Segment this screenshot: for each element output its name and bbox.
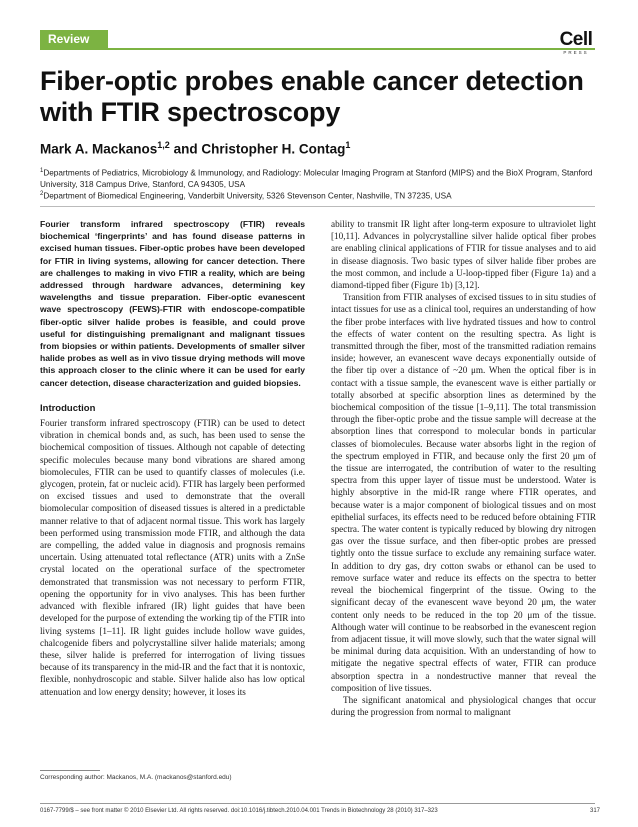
author-name: Mark A. Mackanos: [40, 141, 158, 157]
left-column: [40, 218, 305, 698]
divider: [40, 206, 595, 207]
affiliation-sup: 1: [40, 168, 44, 174]
footer-rule: [40, 803, 595, 804]
corresponding-author-note: Corresponding author: Mackanos, M.A. (mackanos@stanford.edu): [40, 774, 232, 781]
journal-logo-name: Cell: [559, 29, 593, 50]
author-line: [40, 140, 350, 157]
body-paragraph: Transition from FTIR analyses of excised tissues to in situ studies of intact tissues for use as a clinical tool, requires an understanding of how the fiber probe interfaces with live hydrated tissues and how to control the effects of water content on the resulting spectra. As light is transmitted through the fiber, most of the transmitted radiation remains inside; however, an evanescent wave decays exponentially outside of the fiber tip over a distance of ~20 μm. When the optical fiber is in contact with a tissue sample, the evanescent wave is either partially or totally absorbed at specific absorption lines as determined by the biochemical composition of the tissue [1–9,11]. The total transmission through the fiber-optic probe and the tissue sample will decrease at the absorption lines that correspond to molecular bonds in particular classes of biomolecules. Because water absorbs light in the region of the spectrum employed in FTIR, and because only the first 20 μm of the tissue are interrogated, the contribution of water to the resulting spectra from this upper layer of tissue must be understood. Water is highly absorptive in the mid-IR range where FTIR operates, and because water is a major component of biological tissues and on most epithelial surfaces, its effects need to be reduced before obtaining FTIR spectra. The water content is typically reduced by blowing dry nitrogen gas over the tissue surface, and then fiber-optic probes are pressed tightly onto the tissue surface to exclude any remaining surface water. In addition to dry gas, dry cotton swabs or ethanol can be used to remove surface water and reduce its effects on the spectra to better reveal the biochemical fingerprint of the tissue. Owing to the significant decay of the evanescent wave beyond 20 μm, the water content only needs to be reduced in the top 20 μm of the tissue. Although water will continue to be reabsorbed in the evanescent region from adjacent tissue, it will move slowly, such that the water signal will be minimal during data acquisition. With an understanding of how to mitigate the negative spectral effects of water, FTIR can produce absorption spectra in a nondestructive manner that reveal the composition of live tissues.: [331, 292, 596, 693]
author-affil-sup: 1: [345, 140, 351, 150]
page-number: 317: [589, 808, 600, 814]
page-footer: [40, 808, 600, 814]
author-name: Christopher H. Contag: [201, 141, 346, 157]
abstract: Fourier transform infrared spectroscopy (FTIR) reveals biochemical ‘fingerprints’ and has found disease patterns in excised human tissues. Fiber-optic probes have been developed for FTIR in living systems, allowing for cancer detection. There are challenges to making in vivo FTIR a reality, which are being addressed through hardware advances, determining key wavelengths and tissue preparation. Fiber-optic evanescent wave spectroscopy (FEWS)-FTIR with endoscope-compatible fiber-optic silver halide probes is feasible, and could prove useful for distinguishing premalignant and malignant tissues from biopsies or within patients. Developments of smaller silver halide probes as well as in vivo tissue drying methods will move this approach closer to the clinic where it can be used for early cancer detection, disease characterization and guided biopsies.: [40, 219, 305, 388]
affiliation-2: [40, 189, 600, 202]
header-rule: [40, 48, 595, 50]
section-tag: Review: [40, 30, 108, 48]
affiliation-text: Departments of Pediatrics, Microbiology & Immunology, and Radiology: Molecular Imaging Program at Stanford (MIPS) and the BioX Program, Stanford University, 318 Campus Drive, Stanford, CA 94305, USA: [40, 168, 593, 189]
body-paragraph: ability to transmit IR light after long-term exposure to ultraviolet light [10,11]. Advances in polycrystalline silver halide optical fiber probes are enabling clinical applications of FTIR for tissue analyses and to aid in disease diagnosis. Two basic types of silver halide fiber probes are the most common, and include a U-loop-tipped fiber (Figure 1a) and a diamond-tipped fiber (Figure 1b) [3,12].: [331, 219, 596, 291]
intro-heading: Introduction: [40, 402, 96, 414]
affiliation-1: [40, 166, 600, 190]
right-column: [331, 218, 596, 718]
footer-citation: 0167-7799/$ – see front matter © 2010 Elsevier Ltd. All rights reserved. doi:10.1016/j.tibtech.2010.04.001 Trends in Biotechnology 28 (2010) 317–323: [40, 808, 438, 814]
intro-paragraph: Fourier transform infrared spectroscopy (FTIR) can be used to detect vibration in chemical bonds and, as such, has been used to sense the biochemical composition of tissues. Although not capable of detecting specific molecules because many bond vibrations are shared among biomolecules, FTIR can be used to quantify classes of molecules (i.e. glycogen, protein, fat or nucleic acid). FTIR has largely been performed on excised tissues and used to demonstrate that the overall biomolecular composition of diseased tissues is altered in a predictable manner relative to that of adjacent normal tissue. This work has largely been performed using transmission mode FTIR, and although the data are compelling, the added value in diagnosis and prognosis remains uncertain. Using attenuated total reflectance (ATR) units with a ZnSe crystal located on the operational surface of the spectrometer demonstrated that transmission was not necessary to perform FTIR, opening the opportunity for in vivo analyses. This has been further advanced with flexible infrared (IR) light guides that have been developed for the purpose of extending the working tip of the FTIR into living systems [1–11]. IR light guides include hollow wave guides, chalcogenide fibers and polycrystalline silver halide materials; among these, silver halide is preferred for interrogation of living tissues because of its transparency in the mid-IR and the fact that it is nontoxic, flexible, nonhydroscopic and stable. Silver halide also has low optical attenuation and low energy density; however, it loses its: [40, 418, 305, 697]
journal-logo: [553, 30, 599, 56]
body-paragraph: The significant anatomical and physiological changes that occur during the progression from normal to malignant: [331, 694, 596, 718]
article-title: Fiber-optic probes enable cancer detection with FTIR spectroscopy: [40, 66, 584, 127]
journal-logo-sub: PRESS: [563, 50, 589, 55]
author-conjunction: and: [169, 141, 202, 157]
footnote-rule: [40, 770, 100, 771]
affiliation-text: Department of Biomedical Engineering, Vanderbilt University, 5326 Stevenson Center, Nashville, TN 37235, USA: [43, 191, 452, 201]
author-affil-sup: 1,2: [157, 140, 170, 150]
affiliation-sup: 2: [40, 191, 44, 197]
